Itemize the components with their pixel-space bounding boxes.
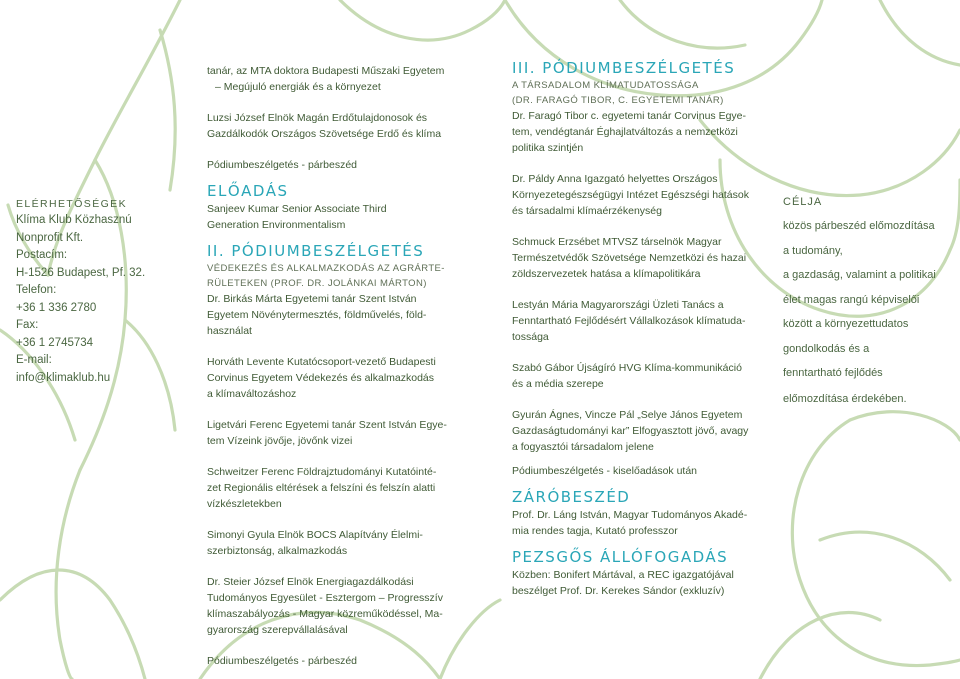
speaker-line: Simonyi Gyula Elnök BOCS Alapítvány Élelmi- (207, 529, 423, 541)
org-name-line-1: Klíma Klub Közhasznú (16, 214, 132, 226)
goal-heading: CÉLJA (783, 196, 823, 208)
speaker-line: Dr. Birkás Márta Egyetemi tanár Szent István (207, 293, 417, 305)
speaker-line: vízkészletekben (207, 498, 282, 510)
speaker-line: Egyetem Növénytermesztés, földművelés, föld- (207, 309, 427, 321)
speaker-line: tem Vízeink jövője, jövőnk vizei (207, 435, 353, 447)
contact-panel (16, 196, 186, 387)
section-heading-pezsgos: PEZSGŐS ÁLLÓFOGADÁS (512, 548, 729, 566)
org-name-line-2: Nonprofit Kft. (16, 231, 84, 244)
speaker-line: a klímaváltozáshoz (207, 388, 297, 400)
goal-line: gondolkodás és a (783, 343, 870, 355)
email-label: E-mail: (16, 354, 52, 366)
speaker-line: Szabó Gábor Újságíró HVG Klíma-kommunikáció (512, 362, 742, 374)
speaker-line: Dr. Páldy Anna Igazgató helyettes Országos (512, 173, 718, 185)
panel-discussion-label: Pódiumbeszélgetés - párbeszéd (207, 159, 358, 171)
program-middle-column (207, 63, 457, 669)
speaker-line: Természetvédők Szövetsége Nemzetközi és hazai (512, 252, 747, 264)
section-subtitle: VÉDEKEZÉS ÉS ALKALMAZKODÁS AZ AGRÁRTE- (207, 263, 445, 274)
speaker-line: gyarország szerepvállalásával (207, 624, 348, 636)
speaker-line: mia rendes tagja, Kutató professzor (512, 525, 678, 537)
speaker-line: Gyurán Ágnes, Vincze Pál „Selye János Egyetem (512, 409, 743, 421)
goal-panel (783, 0, 960, 679)
speaker-line: Dr. Faragó Tibor c. egyetemi tanár Corvinus Egye- (512, 110, 747, 122)
section-subtitle: RÜLETEKEN (PROF. DR. JOLÁNKAI MÁRTON) (207, 278, 427, 289)
speaker-line: Corvinus Egyetem Védekezés és alkalmazkodás (207, 372, 435, 384)
phone-number: +36 1 336 2780 (16, 301, 97, 314)
speaker-line: és a média szerepe (512, 378, 604, 390)
goal-line: közös párbeszéd előmozdítása (783, 220, 935, 232)
section-heading-eloadas: ELŐADÁS (207, 182, 289, 200)
speaker-line: Luzsi József Elnök Magán Erdőtulajdonosok és (207, 112, 428, 124)
contact-heading: ELÉRHETŐSÉGEK (16, 198, 127, 210)
postal-address: H-1526 Budapest, Pf. 32. (16, 266, 146, 279)
speaker-line: Környezetegészségügyi Intézet Egészségi hatások (512, 189, 749, 201)
speaker-line: tem, vendégtanár Éghajlatváltozás a nemzetközi (512, 126, 738, 138)
speaker-line: Schmuck Erzsébet MTVSZ társelnök Magyar (512, 236, 722, 248)
goal-line: előmozdítása érdekében. (783, 393, 907, 405)
phone-label: Telefon: (16, 284, 57, 296)
section-heading-podium-2: II. PÓDIUMBESZÉLGETÉS (207, 242, 425, 260)
speaker-line: Generation Environmentalism (207, 219, 346, 231)
goal-line: között a környezettudatos (783, 318, 909, 330)
speaker-line: Gazdálkodók Országos Szövetsége Erdő és klíma (207, 128, 442, 140)
speaker-line: használat (207, 325, 252, 337)
speaker-line: Schweitzer Ferenc Földrajztudományi Kutatóinté- (207, 466, 437, 478)
speaker-line: Fenntartható Fejlődésért Vállalkozások klímatuda- (512, 315, 746, 327)
postal-label: Postacím: (16, 249, 68, 261)
speaker-line: Gazdaságtudományi kar” Elfogyasztott jövő, avagy (512, 425, 749, 437)
goal-line: élet magas rangú képviselői (783, 294, 920, 306)
goal-line: a gazdaság, valamint a politikai (783, 269, 936, 281)
speaker-line: Lestyán Mária Magyarországi Üzleti Tanács a (512, 299, 724, 311)
speaker-line: – Megújuló energiák és a környezet (215, 81, 381, 93)
speaker-line: szerbiztonság, alkalmazkodás (207, 545, 348, 557)
speaker-line: tanár, az MTA doktora Budapesti Műszaki Egyetem (207, 65, 445, 77)
speaker-line: zöldszervezetek hatása a klímapolitikára (512, 268, 701, 280)
speaker-line: beszélget Prof. Dr. Kerekes Sándor (exkluzív) (512, 585, 725, 597)
panel-discussion-label: Pódiumbeszélgetés - kiselőadások után (512, 465, 698, 477)
panel-discussion-label: Pódiumbeszélgetés - párbeszéd (207, 655, 358, 667)
speaker-line: a fogyasztói társadalom jelene (512, 441, 654, 453)
goal-line: a tudomány, (783, 245, 843, 257)
section-heading-zarobeszed: ZÁRÓBESZÉD (512, 488, 631, 506)
speaker-line: Dr. Steier József Elnök Energiagazdálkodási (207, 576, 414, 588)
speaker-line: Prof. Dr. Láng István, Magyar Tudományos Akadé- (512, 509, 748, 521)
speaker-line: Sanjeev Kumar Senior Associate Third (207, 203, 387, 215)
speaker-line: tossága (512, 331, 549, 343)
section-heading-podium-3: III. PÓDIUMBESZÉLGETÉS (512, 59, 736, 77)
speaker-line: Horváth Levente Kutatócsoport-vezető Budapesti (207, 356, 436, 368)
speaker-line: és társadalmi klímaérzékenység (512, 205, 662, 217)
speaker-line: Közben: Bonifert Mártával, a REC igazgatójával (512, 569, 734, 581)
speaker-line: Tudományos Egyesület - Esztergom – Progresszív (207, 592, 443, 604)
section-subtitle: A TÁRSADALOM KLÍMATUDATOSSÁGA (512, 80, 699, 91)
speaker-line: Ligetvári Ferenc Egyetemi tanár Szent István Egye- (207, 419, 447, 431)
speaker-line: zet Regionális eltérések a felszíni és felszín alatti (207, 482, 436, 494)
goal-line: fenntartható fejlődés (783, 367, 883, 379)
fax-number: +36 1 2745734 (16, 336, 94, 349)
section-subtitle: (DR. FARAGÓ TIBOR, C. EGYETEMI TANÁR) (512, 95, 724, 106)
email-link[interactable]: info@klimaklub.hu (16, 371, 111, 384)
speaker-line: klímaszabályozás - Magyar közreműködéssel, Ma- (207, 608, 443, 620)
fax-label: Fax: (16, 319, 39, 331)
program-right-column (512, 58, 762, 599)
speaker-line: politika szintjén (512, 142, 584, 154)
